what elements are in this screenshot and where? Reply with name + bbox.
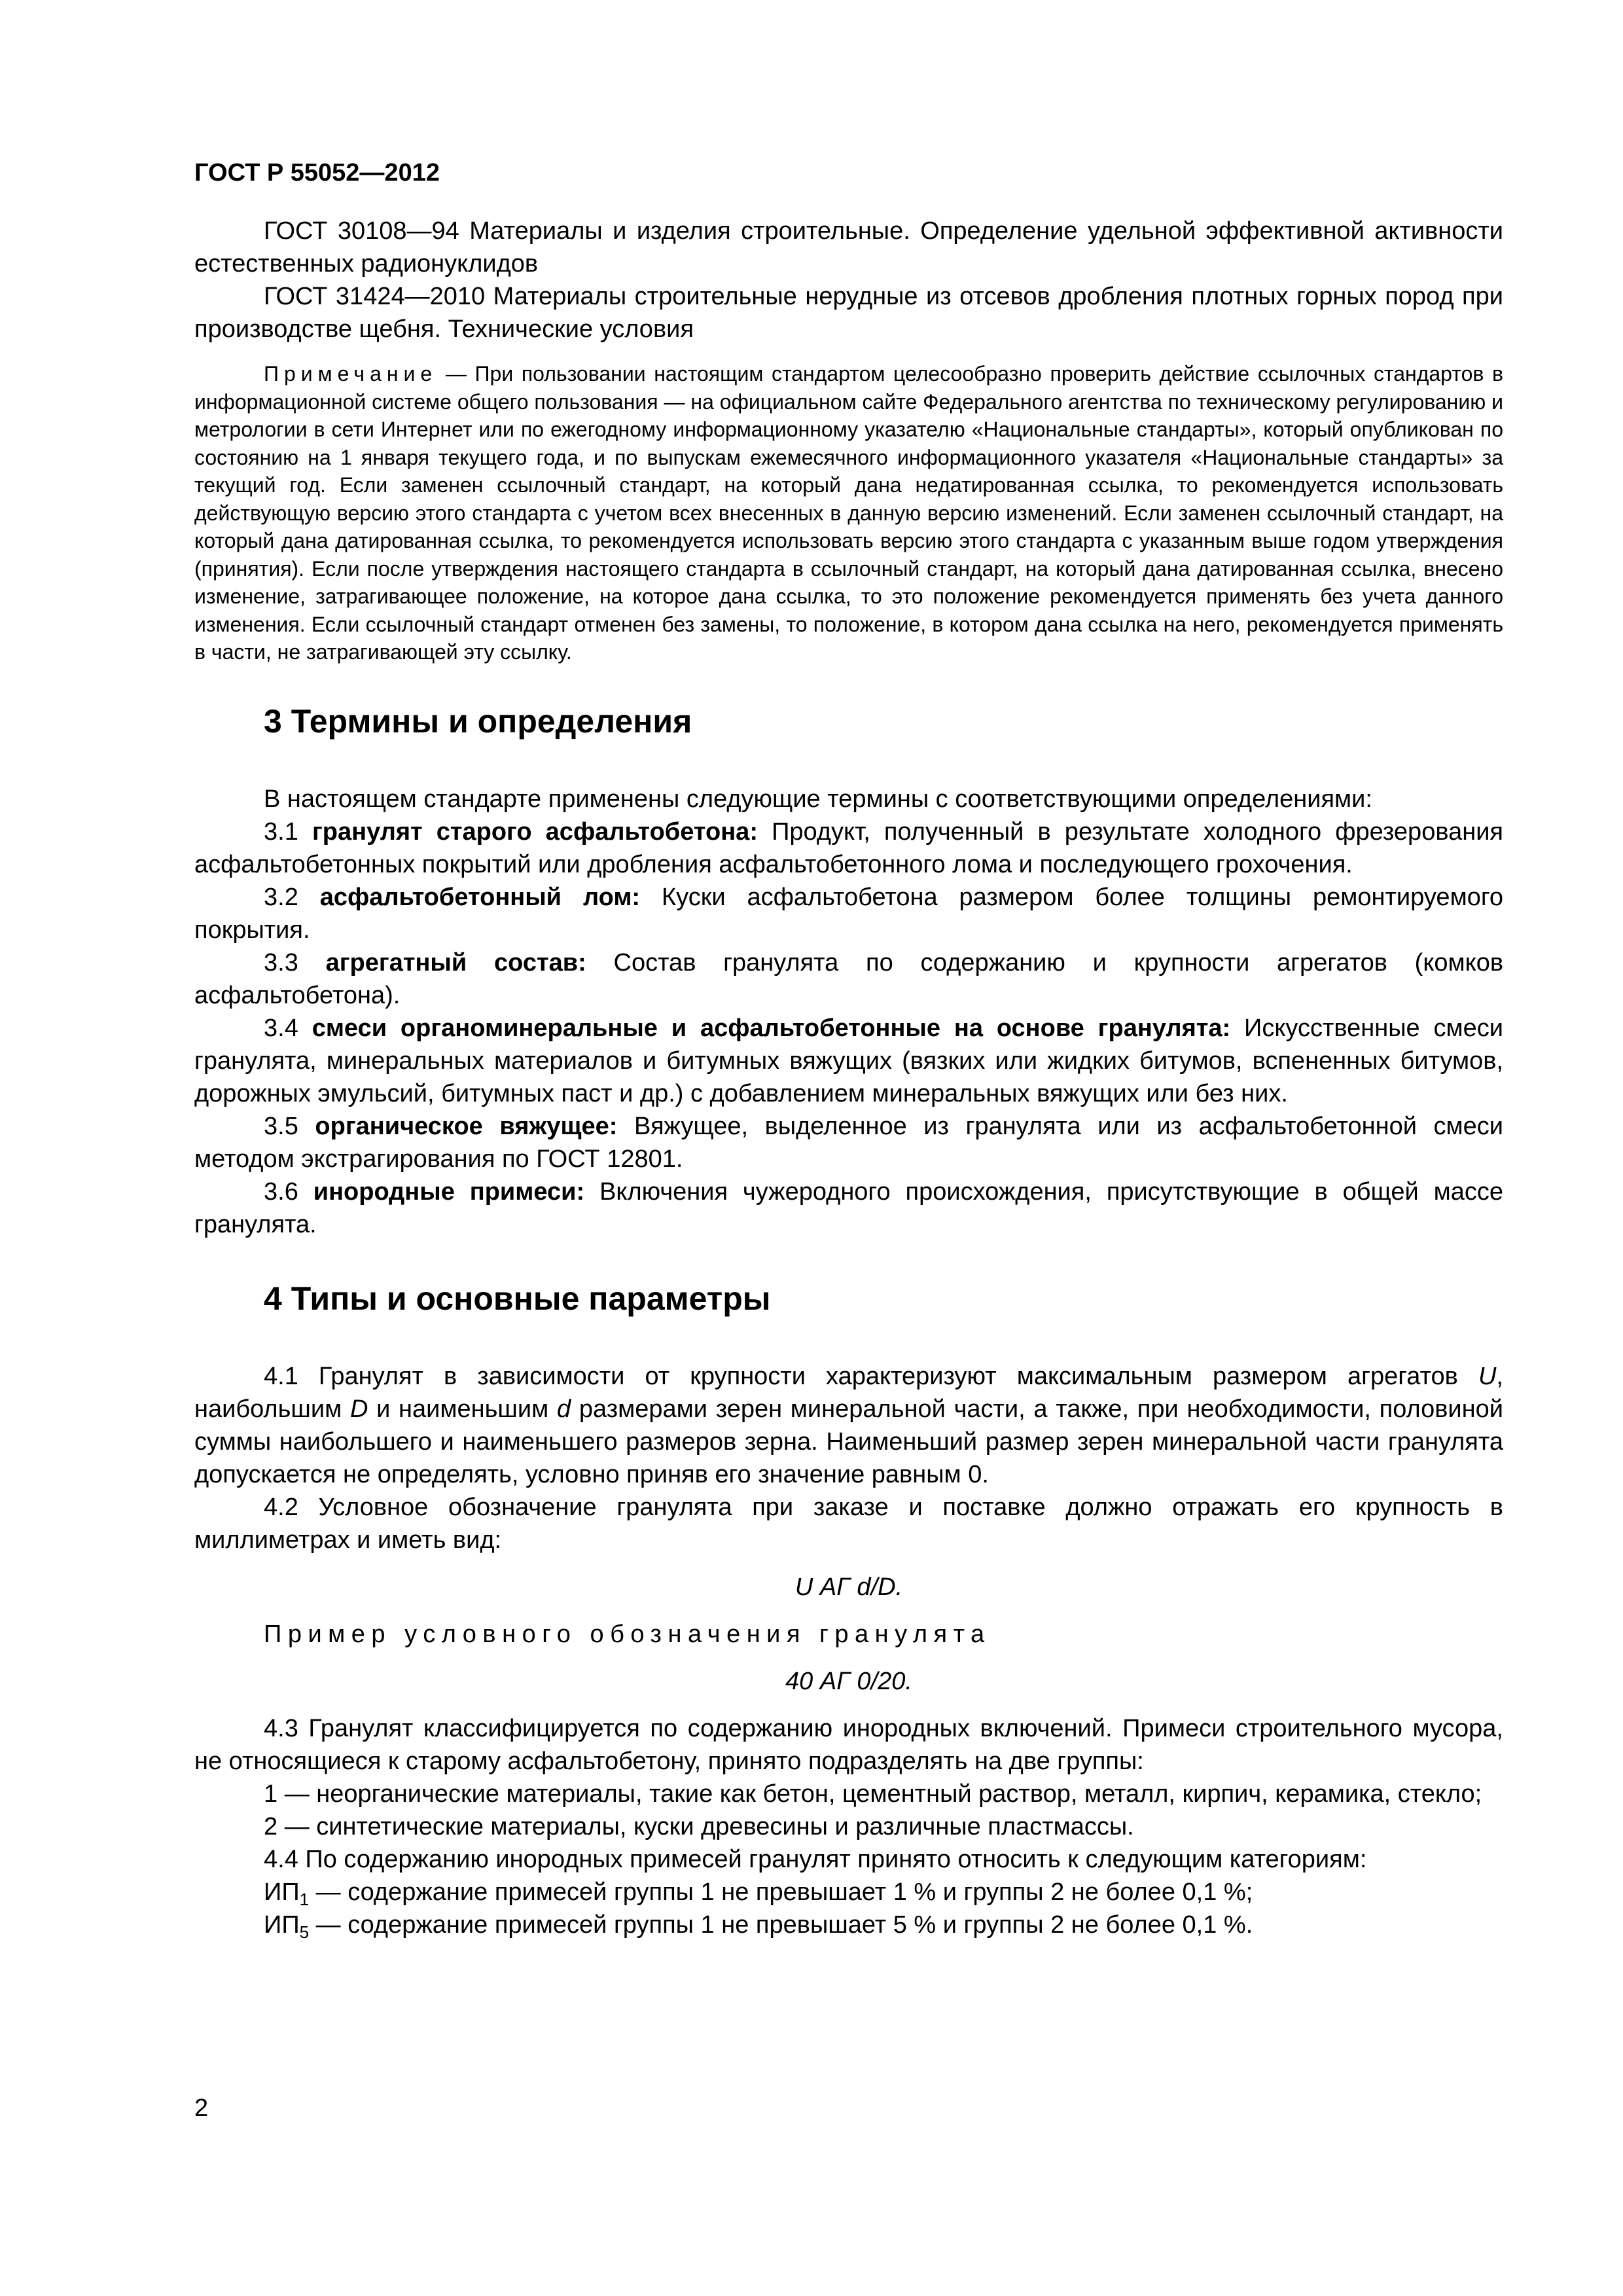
reference-item: ГОСТ 30108—94 Материалы и изделия строительные. Определение удельной эффективной активности естественных радионуклидов [194, 217, 1503, 278]
references-list [194, 215, 1503, 346]
note-label: Примечание [264, 362, 438, 386]
clause-4-4: 4.4 По содержанию инородных примесей гранулят принято относить к следующим категориям: [264, 1845, 1367, 1873]
term-definition: Куски асфальтобетона размером более толщины ремонтируемого покрытия. [194, 883, 1503, 944]
term-definition: Вяжущее, выделенное из гранулята или из асфальтобетонной смеси методом экстрагирования по ГОСТ 12801. [194, 1112, 1503, 1173]
section-3-title: 3 Термины и определения [264, 702, 692, 740]
term-item: 3.6 инородные примеси: Включения чужеродного происхождения, присутствующие в общей массе гранулята. [194, 1177, 1503, 1238]
term-name: органическое вяжущее: [315, 1112, 618, 1140]
clause-4-2: 4.2 Условное обозначение гранулята при заказе и поставке должно отражать его крупность в миллиметрах и иметь вид: [194, 1493, 1503, 1554]
section-4-body [194, 1360, 1503, 1941]
term-definition: Включения чужеродного происхождения, присутствующие в общей массе гранулята. [194, 1177, 1503, 1238]
group-1-item: 1 — неорганические материалы, такие как бетон, цементный раствор, металл, кирпич, керамика, стекло; [264, 1780, 1482, 1808]
term-name: агрегатный состав: [325, 948, 586, 977]
term-name: смеси органоминеральные и асфальтобетонные на основе гранулята: [312, 1014, 1231, 1042]
reference-item: ГОСТ 31424—2010 Материалы строительные нерудные из отсевов дробления плотных горных пород при производстве щебня. Технические условия [194, 283, 1503, 343]
term-item: 3.4 смеси органоминеральные и асфальтобетонные на основе гранулята: Искусственные смеси гранулята, минеральных материалов и битумных вяжущих (вязких или жидких битумов, вспененных битумов, дорожных эмульсий, битумных паст и др.) с добавлением минеральных вяжущих или без них. [194, 1014, 1503, 1107]
note-paragraph [194, 360, 1503, 666]
term-definition: Продукт, полученный в результате холодного фрезерования асфальтобетонных покрытий или дробления асфальтобетонного лома и последующего грохочения. [194, 817, 1504, 878]
term-item: 3.3 агрегатный состав: Состав гранулята по содержанию и крупности агрегатов (комков асфальтобетона). [194, 948, 1504, 1009]
clause-4-1: 4.1 Гранулят в зависимости от крупности характеризуют максимальным размером агрегатов U, наибольшим D и наименьшим d размерами зерен минеральной части, а также, при необходимости, половиной суммы наибольшего и наименьшего размеров зерна. Наименьший размер зерен минеральной части гранулята допускается не определять, условно приняв его значение равным 0. [194, 1362, 1504, 1488]
term-item: 3.1 гранулят старого асфальтобетона: Продукт, полученный в результате холодного фрезерования асфальтобетонных покрытий или дробления асфальтобетонного лома и последующего грохочения. [194, 817, 1504, 878]
category-ip5: $ИП_5$ — содержание примесей группы 1 не превышает 5 % и группы 2 не более 0,1 %. [264, 1910, 1253, 1942]
term-name: инородные примеси: [313, 1177, 585, 1206]
section-3-intro: В настоящем стандарте применены следующие термины с соответствующими определениями: [264, 785, 1372, 813]
section-3-body [194, 783, 1503, 1241]
document-header: ГОСТ Р 55052—2012 [194, 159, 440, 187]
example-label: Пример условного обозначения гранулята [264, 1620, 991, 1648]
term-definition: Состав гранулята по содержанию и крупности агрегатов (комков асфальтобетона). [194, 948, 1504, 1009]
category-ip1: $ИП_1$ — содержание примесей группы 1 не превышает 1 % и группы 2 не более 0,1 %; [264, 1878, 1253, 1909]
term-item: 3.5 органическое вяжущее: Вяжущее, выделенное из гранулята или из асфальтобетонной смеси методом экстрагирования по ГОСТ 12801. [194, 1112, 1503, 1173]
designation-formula: U АГ d/D. [794, 1573, 903, 1601]
clause-4-3: 4.3 Гранулят классифицируется по содержанию инородных включений. Примеси строительного мусора, не относящиеся к старому асфальтобетону, принято подразделять на две группы: [194, 1714, 1503, 1775]
page-number: 2 [194, 2094, 209, 2122]
note-text: — При пользовании настоящим стандартом целесообразно проверить действие ссылочных стандартов в информационной системе общего пользования — на официальном сайте Федерального агентства по техническому регулированию и метрологии в сети Интернет или по ежегодному информационному указателю «Национальные стандарты», который опубликован по состоянию на 1 января текущего года, и по выпускам ежемесячного информационного указателя «Национальные стандарты» за текущий год. Если заменен ссылочный стандарт, на который дана недатированная ссылка, то рекомендуется использовать действующую версию этого стандарта с учетом всех внесенных в данную версию изменений. Если заменен ссылочный стандарт, на который дана датированная ссылка, то рекомендуется использовать версию этого стандарта с указанным выше годом утверждения (принятия). Если после утверждения настоящего стандарта в ссылочный стандарт, на который дана датированная ссылка, внесено изменение, затрагивающее положение, на которое дана ссылка, то это положение рекомендуется применять без учета данного изменения. Если ссылочный стандарт отменен без замены, то положение, в котором дана ссылка на него, рекомендуется применять в части, не затрагивающей эту ссылку. [194, 362, 1504, 664]
group-2-item: 2 — синтетические материалы, куски древесины и различные пластмассы. [264, 1812, 1134, 1840]
document-page [194, 157, 1503, 1941]
section-4-title: 4 Типы и основные параметры [264, 1280, 771, 1317]
example-value: 40 АГ 0/20. [785, 1667, 912, 1695]
term-definition: Искусственные смеси гранулята, минеральных материалов и битумных вяжущих (вязких или жидких битумов, вспененных битумов, дорожных эмульсий, битумных паст и др.) с добавлением минеральных вяжущих или без них. [194, 1014, 1503, 1107]
term-name: гранулят старого асфальтобетона: [312, 817, 758, 846]
term-name: асфальтобетонный лом: [319, 883, 641, 911]
term-item: 3.2 асфальтобетонный лом: Куски асфальтобетона размером более толщины ремонтируемого покрытия. [194, 883, 1503, 944]
